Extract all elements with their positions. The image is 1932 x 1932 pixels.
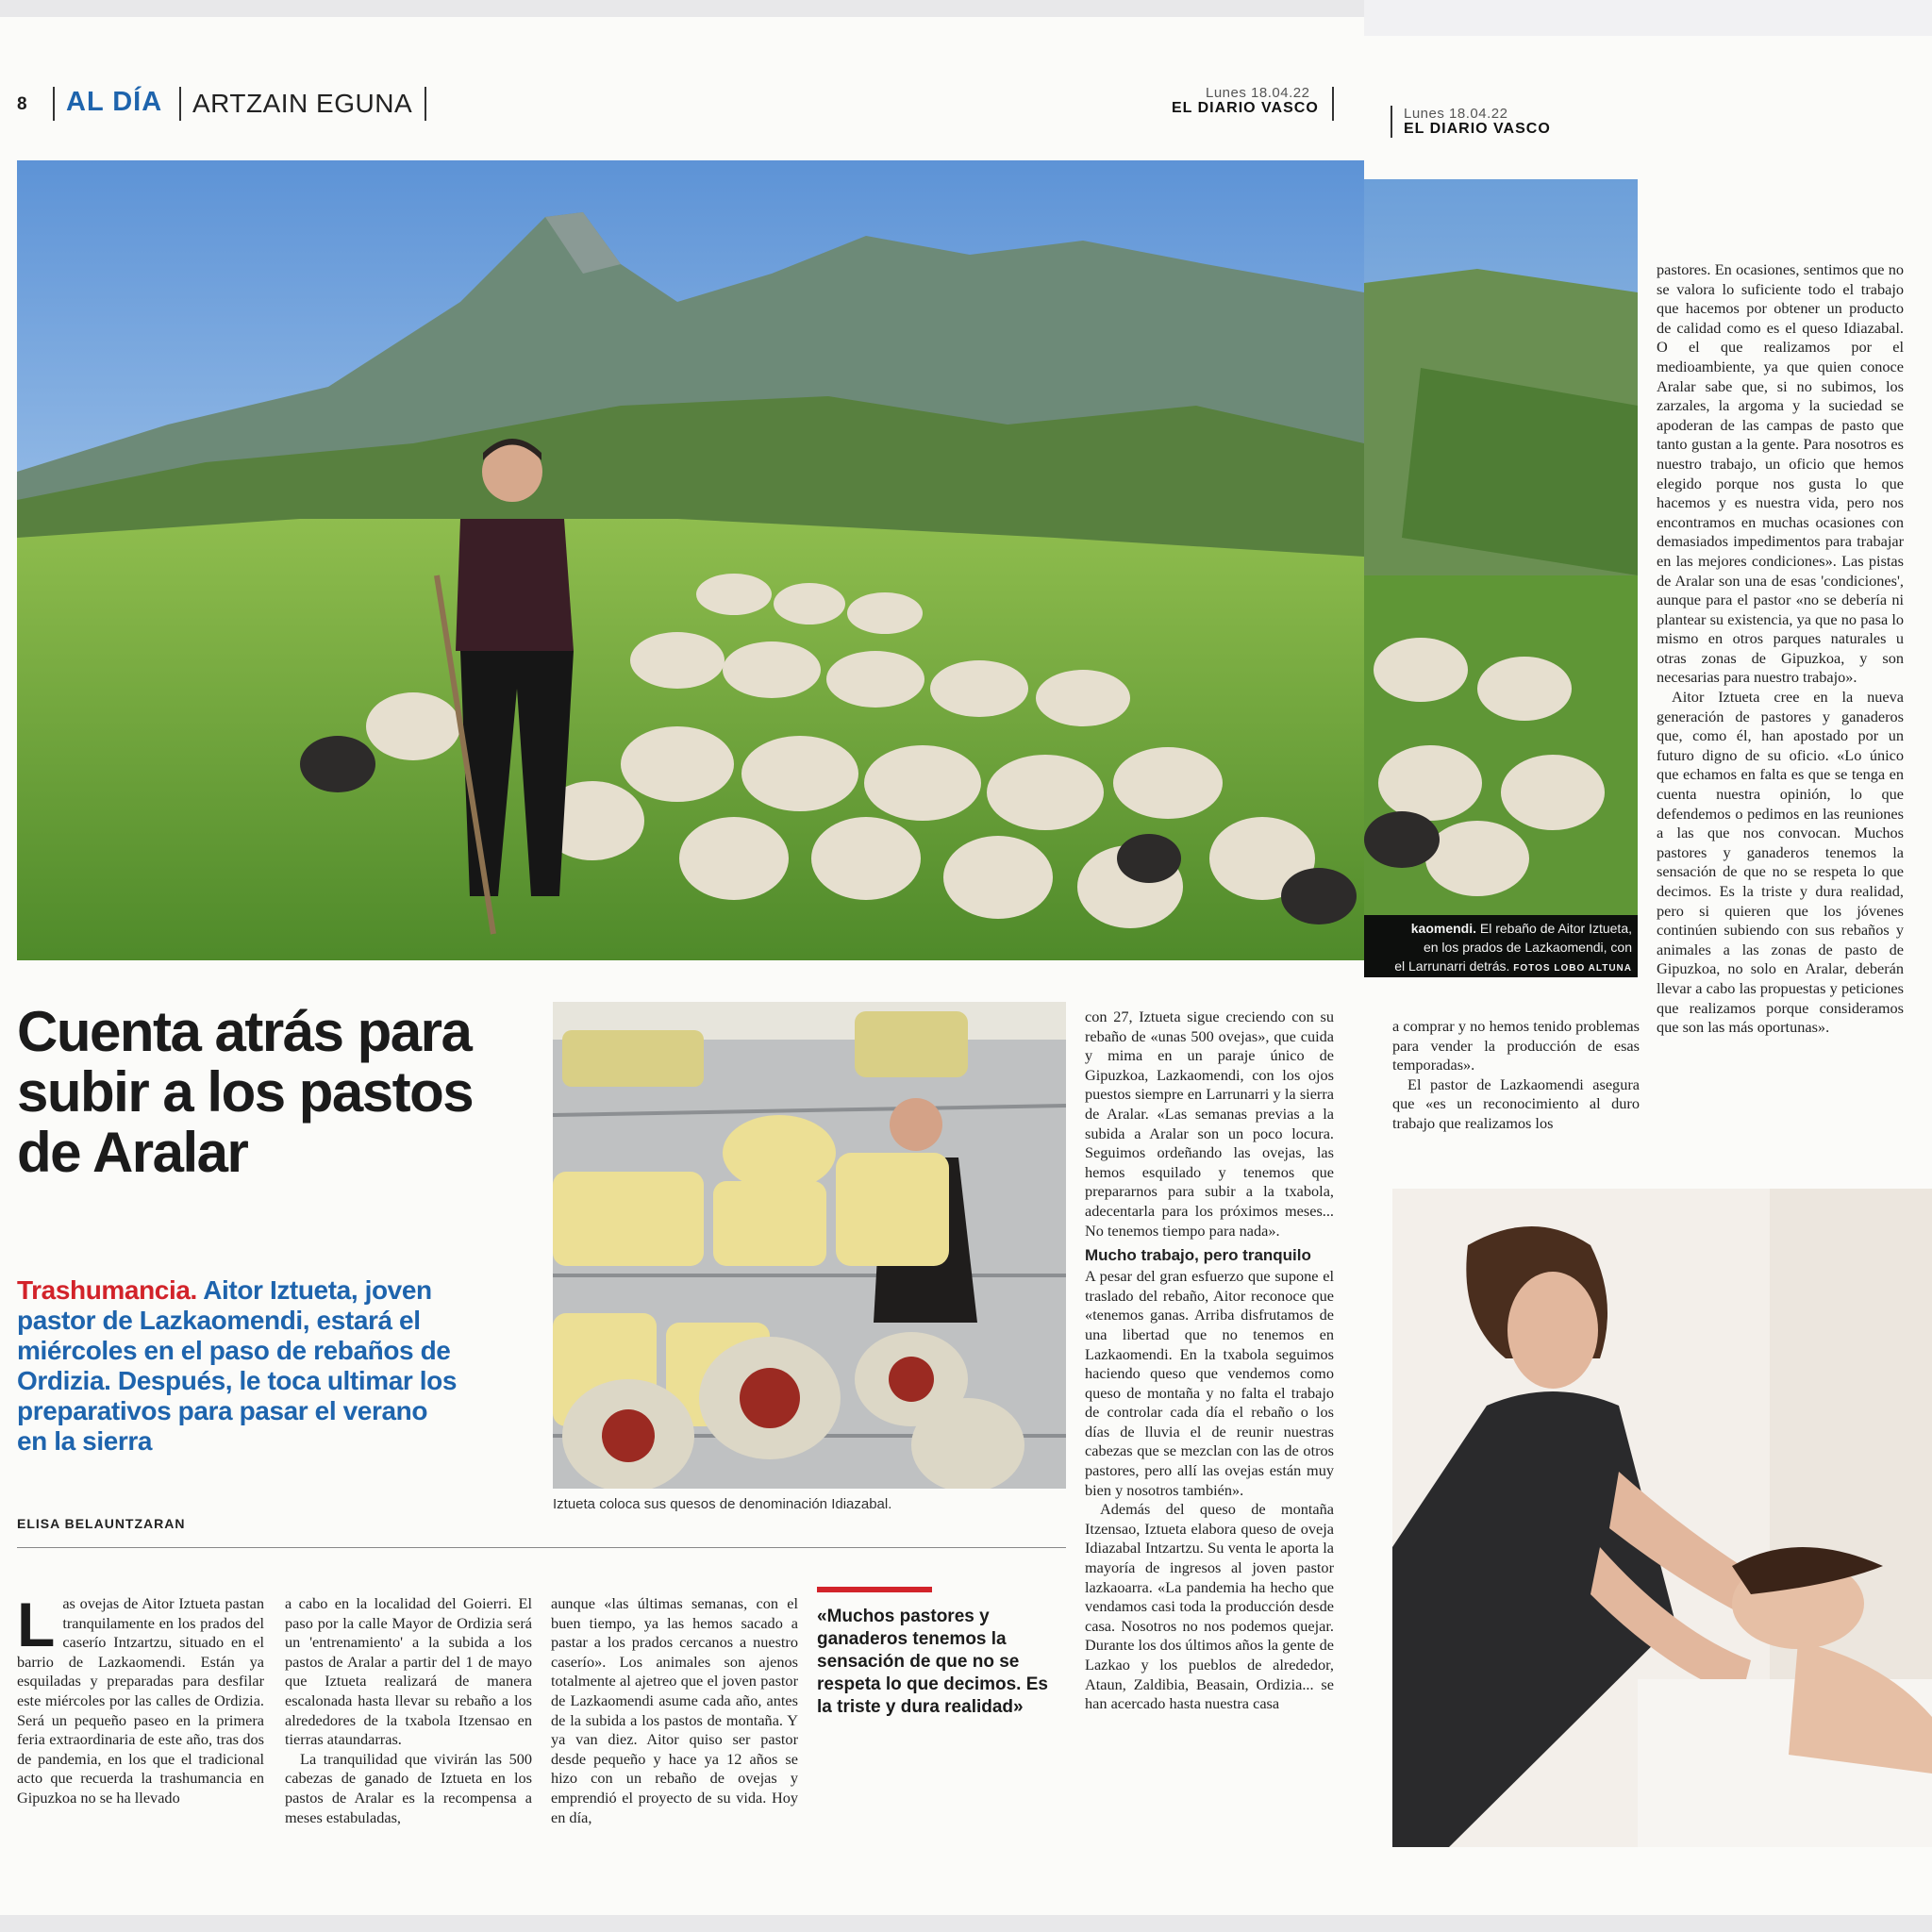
header-date-right: Lunes 18.04.22 bbox=[1404, 106, 1508, 122]
col1-paragraph: as ovejas de Aitor Iztueta pastan tranquilamente en los prados del caserío Intzartzu, situado en el barrio de Lazkaomendi. Están ya esquiladas y preparadas para desfilar este miércoles por las calles de Ordizia. Será un pequeño paseo en la primera feria extraordinaria de este año, tras dos de pandemia, en los que el tradicional acto que recuerda la trashumancia en Gipuzkoa no se ha llevado bbox=[17, 1594, 264, 1807]
header-divider bbox=[1332, 87, 1334, 121]
body-column-2 bbox=[285, 1594, 532, 1827]
main-photo-continuation bbox=[1364, 179, 1638, 915]
advertisement-massage-photo bbox=[1392, 1189, 1932, 1847]
col4-paragraph-3: Además del queso de montaña Itzensao, Iztueta elabora queso de oveja Idiazabal Intzartzu. Su venta le aporta la mayoría de ingresos al joven pastor lazkaoarra. «La pandemia ha hecho que vendamos casi toda la producción desde casa. Nosotros no nos podemos quejar. Durante los dos últimos años la gente de Lazkao y los pueblos de alrededor, Ataun, Zaldibia, Beasain, Ordizia... se han acercado hasta nuestra casa bbox=[1085, 1500, 1334, 1713]
body-column-4 bbox=[1085, 1008, 1334, 1714]
headline: Cuenta atrás para subir a los pastos de Aralar bbox=[17, 1000, 474, 1184]
col4-subhead: Mucho trabajo, pero tranquilo bbox=[1085, 1246, 1311, 1265]
right-page-top-band bbox=[1364, 0, 1932, 36]
cheese-photo bbox=[553, 1002, 1066, 1489]
body-column-1 bbox=[17, 1590, 264, 1808]
drop-cap: L bbox=[17, 1590, 56, 1659]
header-date: Lunes 18.04.22 bbox=[1206, 85, 1310, 101]
col5-paragraph-1: a comprar y no hemos tenido problemas para vender la producción de esas temporadas». bbox=[1392, 1017, 1640, 1074]
header-divider bbox=[425, 87, 426, 121]
byline: ELISA BELAUNTZARAN bbox=[17, 1516, 186, 1531]
main-photo-caption bbox=[1364, 915, 1638, 977]
caption-line-1: El rebaño de Aitor Iztueta, bbox=[1479, 921, 1632, 936]
col2-paragraph-2: La tranquilidad que vivirán las 500 cabezas de ganado de Iztueta en los pastos de Aralar es la recompensa a meses estabuladas, bbox=[285, 1749, 532, 1826]
col4-paragraph-1: con 27, Iztueta sigue creciendo con su rebaño de «unas 500 ovejas», que cuida y mima en un paraje único de Gipuzkoa, Lazkaomendi, con los ojos puestos siempre en Larrunarri y la sierra de Aralar. «Las semanas previas a la subida a Aralar son un poco locura. Seguimos ordeñando las ovejas, las hemos esquilado y tenemos que prepararnos para subir a la txabola, adecentarla para los próximos meses... No tenemos tiempo para nada». bbox=[1085, 1008, 1334, 1240]
caption-place: kaomendi. bbox=[1410, 921, 1476, 936]
body-column-5 bbox=[1392, 1017, 1640, 1134]
newspaper-name: EL DIARIO VASCO bbox=[1172, 100, 1319, 116]
col6-paragraph-1: pastores. En ocasiones, sentimos que no se valora lo suficiente todo el trabajo que hacemos por obtener un producto de calidad como es el queso Idiazabal. O el que realizamos por el medioambiente, ya que quien conoce Aralar sabe que, si no subimos, los zarzales, la argoma y la suciedad se apoderan de las campas de pasto que tanto gustan a la gente. Para nosotros es nuestro trabajo, un oficio que hemos elegido porque nos gusta lo que hacemos y es nuestra vida, pero nos encontramos en muchas ocasiones con demasiados impedimentos para trabajar en las mejores condiciones». Las pistas de Aralar son una de esas 'condiciones', aunque para el pastor «no se debería ni plantear su existencia, ya que no pasa lo mismo en otros parques naturales u otras zonas de Gipuzkoa, y son necesarias para nuestro trabajo». bbox=[1657, 260, 1904, 687]
cheese-photo-caption: Iztueta coloca sus quesos de denominación Idiazabal. bbox=[553, 1496, 892, 1512]
deck-text: Aitor Iztueta, joven pastor de Lazkaomendi, estará el miércoles en el paso de rebaños de Ordizia. Después, le toca ultimar los preparativos para pasar el verano en la sierra bbox=[17, 1275, 458, 1456]
main-photo-shepherd-flock bbox=[17, 160, 1364, 960]
col2-paragraph-1: a cabo en la localidad del Goierri. El paso por la calle Mayor de Ordizia será un 'entrenamiento' a la subida a los pastos de Aralar a partir del 1 de mayo que Iztueta realizará de manera escalonada hasta llevar su rebaño a los alrededores de la txabola Itzensao en tierras ataundarras. bbox=[285, 1594, 532, 1749]
divider bbox=[17, 1547, 1066, 1548]
caption-line-3: el Larrunarri detrás. bbox=[1394, 958, 1510, 974]
header-divider bbox=[1391, 106, 1392, 138]
pull-quote: «Muchos pastores y ganaderos tenemos la sensación de que no se respeta lo que decimos. Es la triste y dura realidad» bbox=[817, 1607, 1048, 1717]
caption-line-2: en los prados de Lazkaomendi, con bbox=[1423, 940, 1632, 955]
page-number: 8 bbox=[17, 94, 27, 114]
col6-paragraph-2: Aitor Iztueta cree en la nueva generación de pastores y ganaderos que, como él, han apostado por un futuro digno de su oficio. «Lo único que echamos en falta es que se tenga en cuenta nuestra opinión, lo que defendemos o pedimos en las reuniones a las que nos convocan. Muchos pastores y ganaderos tenemos la sensación de que no se respeta lo que decimos. Es la triste y dura realidad, pero si quieren que los jóvenes continúen subiendo con sus rebaños y animales a las zonas de pasto de Gipuzkoa, no solo en Aralar, deberán llevar a cabo las propuestas y peticiones que realizamos porque consideramos que son las más oportunas». bbox=[1657, 688, 1904, 1037]
col4-paragraph-2: A pesar del gran esfuerzo que supone el traslado del rebaño, Aitor reconoce que «tenemos ganas. Arriba disfrutamos de una libertad que no tenemos en Lazkaomendi. En la txabola seguimos haciendo queso que vendemos como queso de montaña y no falta el trabajo de controlar cada día el rebaño o los días de lluvia el de reunir nuestras cabezas que se mezclan con las de otros pastores, pero allí las ovejas están muy bien y nosotros también». bbox=[1085, 1267, 1334, 1499]
body-column-6 bbox=[1657, 260, 1904, 1038]
col3-paragraph: aunque «las últimas semanas, con el buen tiempo, ya las hemos sacado a pastar a los prados cercanos a nuestro caserío». Los animales son ajenos totalmente al ajetreo que el joven pastor de Lazkaomendi asume cada año, antes de la subida a los pastos de montaña. Y ya van diez. Aitor quiso ser pastor desde pequeño y hace ya 12 años se hizo con un rebaño de ovejas y emprendió el proyecto de su vida. Hoy en día, bbox=[551, 1594, 798, 1826]
photo-credit: FOTOS LOBO ALTUNA bbox=[1513, 963, 1632, 974]
header-divider bbox=[53, 87, 55, 121]
subsection-label: ARTZAIN EGUNA bbox=[192, 89, 413, 118]
body-column-3 bbox=[551, 1594, 798, 1827]
col5-paragraph-2: El pastor de Lazkaomendi asegura que «es un reconocimiento al duro trabajo que realizamos los bbox=[1392, 1074, 1640, 1132]
section-label: AL DÍA bbox=[66, 87, 163, 117]
newspaper-name-right: EL DIARIO VASCO bbox=[1404, 121, 1551, 137]
deck bbox=[17, 1275, 460, 1457]
deck-kicker: Trashumancia. bbox=[17, 1275, 197, 1305]
quote-accent-bar bbox=[817, 1587, 932, 1592]
header-divider bbox=[179, 87, 181, 121]
